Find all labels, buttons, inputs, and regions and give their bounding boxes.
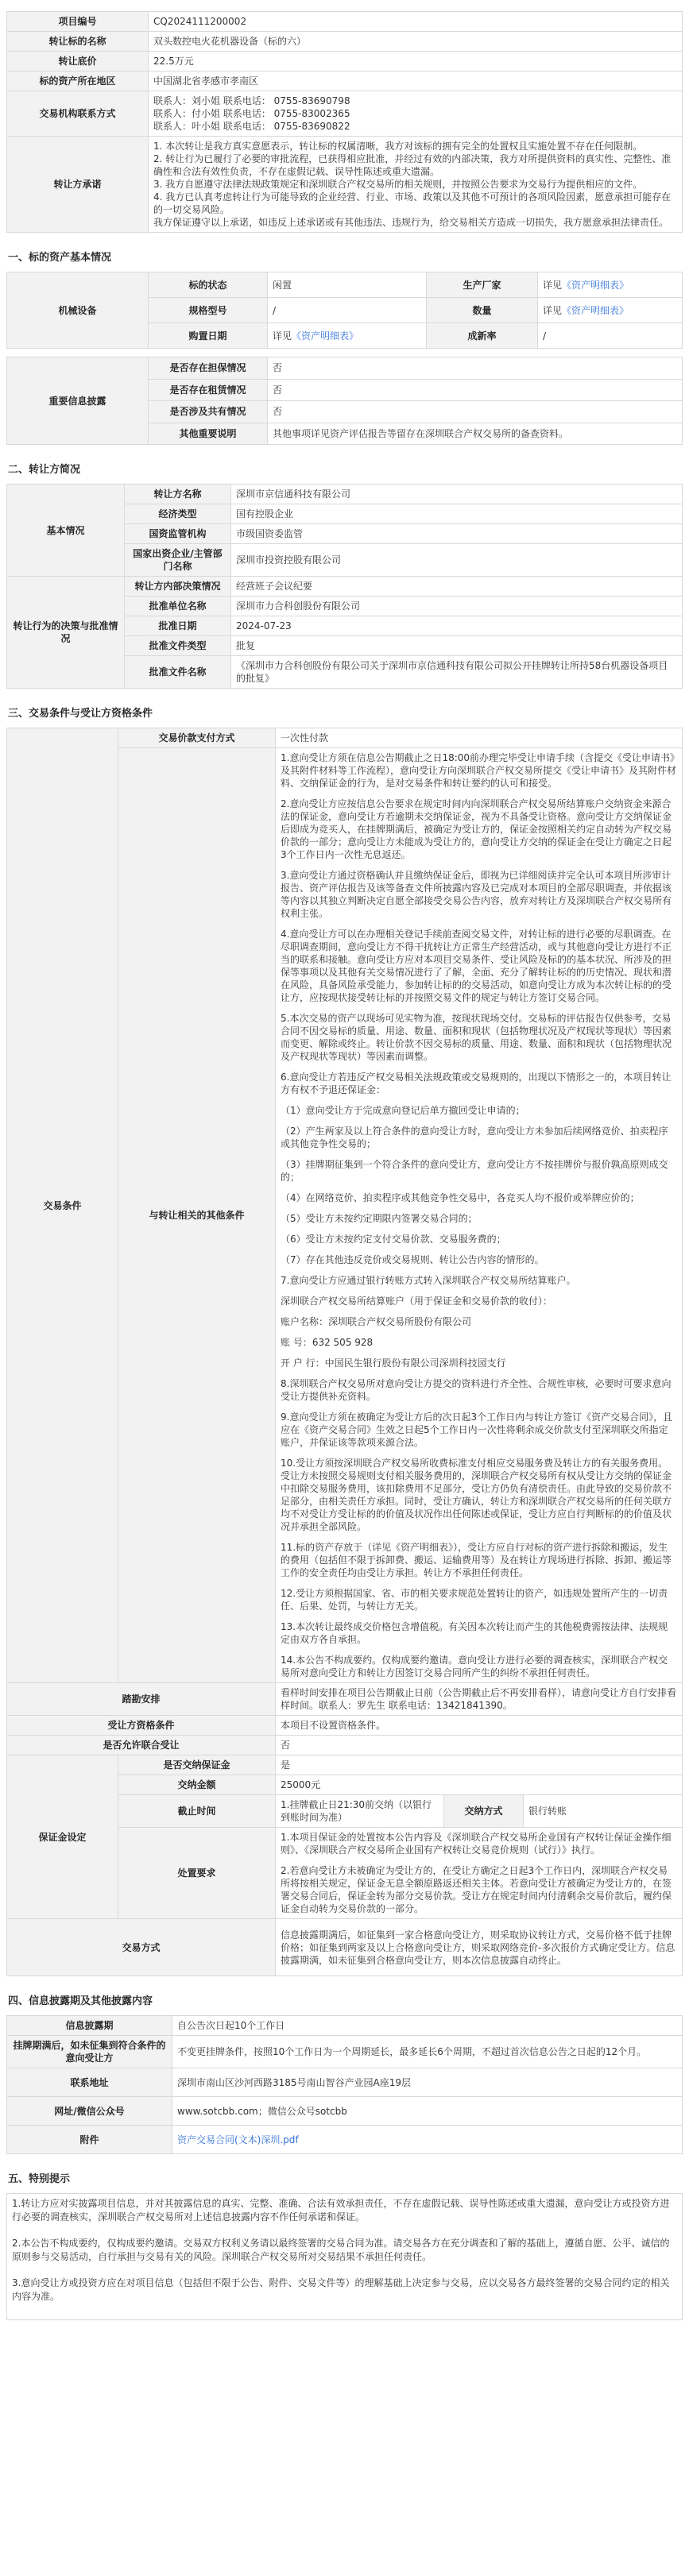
approval-doc-label: 批准文件名称: [125, 656, 231, 689]
viewing-label: 踏勘安排: [7, 1683, 276, 1716]
qualification-label: 受让方资格条件: [7, 1716, 276, 1736]
section-title: 四、信息披露期及其他披露内容: [8, 1995, 153, 2007]
deposit-handling-label: 处置要求: [118, 1828, 276, 1919]
quantity-value: [538, 298, 683, 323]
trade-method-label: 交易方式: [7, 1919, 276, 1976]
transferor-name-label: 转让方名称: [125, 485, 231, 504]
condition-paragraph: 2.意向受让方应按信息公告要求在规定时间内向深圳联合产权交易所结算账户交纳资金来源合法的保证金，意向受让方若逾期未交纳保证金，视为不具备受让资格。意向受让方交纳保证金后即成为竞买人，在挂牌期满后，被确定为受让方的，保证金按照相关约定自动转为产权交易价款的一部分；意向受让方未能成为受让方的，意向受让方交纳的保证金在受让方确定之日起3个工作日内一次性无息返还。: [281, 798, 672, 860]
condition-paragraph: 11.标的资产存放于（详见《资产明细表》），受让方应自行对标的资产进行拆除和搬运，发生的费用（包括但不限于拆卸费、搬运、运输费用等）及在转让方现场进行拆除、拆卸、搬运等工作的安全责任均由受让方承担。转让方不承担任何责任。: [281, 1542, 672, 1578]
approval-date-label: 批准日期: [125, 616, 231, 636]
transferor-name-value: 深圳市京信通科技有限公司: [231, 485, 683, 504]
detail-prefix: 详见: [273, 330, 292, 342]
condition-paragraph: 13.本次转让最终成交价格包含增值税。有关因本次转让而产生的其他税费需按法律、法规规定由双方各自承担。: [281, 1621, 668, 1645]
summary-row: [7, 12, 683, 32]
asset-name-value: 双头数控电火花机器设备（标的六）: [149, 32, 683, 52]
promise-line: 2. 转让行为已履行了必要的审批流程，已获得相应批准，并经过有效的内部决策，我方对所提供资料的真实性、完整性、准确性和合法有效性负责，不存在虚假记载、误导性陈述或重大遗漏。: [153, 153, 672, 177]
section-title: 三、交易条件与受让方资格条件: [8, 708, 153, 720]
table-row: [7, 577, 683, 597]
detail-prefix: 详见: [543, 304, 563, 316]
payment-value: 一次性付款: [276, 728, 683, 748]
condition-paragraph: 账 号：632 505 928: [281, 1337, 374, 1348]
reserve-price-value: 22.5万元: [149, 52, 683, 71]
approval-date-value: 2024-07-23: [231, 616, 683, 636]
joint-transfer-value: 否: [276, 1736, 683, 1755]
quantity-label: 数量: [427, 298, 538, 323]
guarantee-value: 否: [268, 357, 683, 380]
trade-method-value: 信息披露期满后，如征集到一家合格意向受让方，则采取协议转让方式，交易价格不低于挂牌价格；如征集到两家及以上合格意向受让方，则采取网络竞价-多次报价方式确定受让方。信息披露期满，如未征集到合格意向受让方，则本次信息披露自动终止。: [276, 1919, 683, 1976]
model-label: 规格型号: [149, 298, 268, 323]
co-ownership-label: 是否涉及共有情况: [149, 401, 268, 423]
condition-paragraph: 3.意向受让方通过资格确认并且缴纳保证金后，即视为已详细阅读并完全认可本项目所涉审计报告、资产评估报告及该等备查文件所披露内容及已完成对本项目的全部尽职调查，并依据该等内容以其独立判断决定自愿全部接受交易公告内容，放弃对转让方及深圳联合产权交易所有权利主张。: [281, 870, 672, 919]
asset-location-value: 中国湖北省孝感市孝南区: [149, 71, 683, 91]
asset-location-label: 标的资产所在地区: [7, 71, 149, 91]
promise-line: 我方保证遵守以上承诺，如违反上述承诺或有其他违法、违规行为，给交易相关方造成一切损失，我方愿意承担法律责任。: [153, 217, 669, 228]
parent-org-label: 国家出资企业/主管部门名称: [125, 544, 231, 577]
note-paragraph: 3.意向受让方或投资方应在对项目信息（包括但不限于公告、附件、交易文件等）的理解基础上决定参与交易，应以交易各方最终签署的交易合同约定的相关内容为准。: [12, 2277, 670, 2302]
condition-paragraph: 深圳联合产权交易所结算账户（用于保证金和交易价款的收付）：: [281, 1296, 553, 1307]
contact-line: 联系人：刘小姐 联系电话： 0755-83690798: [153, 95, 350, 106]
table-row: [7, 1683, 683, 1716]
other-conditions-content: [276, 748, 683, 1683]
condition-paragraph: （3）挂牌期征集到一个符合条件的意向受让方，意向受让方不按挂牌价与报价孰高原则成交的；: [281, 1159, 668, 1183]
table-row: [7, 272, 683, 298]
approver-value: 深圳市力合科创股份有限公司: [231, 597, 683, 616]
model-value: /: [268, 298, 427, 323]
decision-label: 转让行为的决策与批准情况: [7, 577, 125, 689]
summary-row: [7, 137, 683, 233]
status-value: 闲置: [268, 272, 427, 298]
contact-line: 联系人：付小姐 联系电话： 0755-83002365: [153, 108, 350, 119]
approval-doc-value: 《深圳市力合科创股份有限公司关于深圳市京信通科技有限公司拟公开挂牌转让所持58台机器设备项目的批复》: [231, 656, 683, 689]
internal-decision-value: 经营班子会议纪要: [231, 577, 683, 597]
deposit-deadline-label: 截止时间: [118, 1795, 276, 1828]
table-row: [7, 2016, 683, 2036]
table-row: [7, 1755, 683, 1775]
condition-paragraph: 8.深圳联合产权交易所对意向受让方提交的资料进行齐全性、合规性审核，必要时可要求意向受让方提供补充资料。: [281, 1378, 672, 1402]
address-label: 联系地址: [7, 2068, 172, 2097]
handling-paragraph: 2.若意向受让方未被确定为受让方的，在受让方确定之日起3个工作日内，深圳联合产权交易所将按相关规定，保证金无息全额原路返还相关主体。若意向受让方被确定为受让方的，在签署交易合同后，保证金转为部分交易价款。受让方在规定时间内付清剩余交易价款后，履约保证金自动转为交易价款的一部分。: [281, 1865, 672, 1914]
newness-label: 成新率: [427, 323, 538, 349]
condition-paragraph: 14.本公告不构成要约。仅构成要约邀请。意向受让方进行必要的调查核实，深圳联合产权交易所对意向受让方和转让方因签订交易合同所产生的纠纷不承担任何责任。: [281, 1655, 668, 1678]
contact-line: 联系人：叶小姐 联系电话： 0755-83690822: [153, 121, 350, 132]
deposit-need-label: 是否交纳保证金: [118, 1755, 276, 1775]
purchase-date-value: [268, 323, 427, 349]
attachment-value: [172, 2126, 683, 2154]
website-value: www.sotcbb.com；微信公众号sotcbb: [172, 2097, 683, 2126]
table-row: [7, 485, 683, 504]
promise-line: 3. 我方自愿遵守法律法规政策规定和深圳联合产权交易所的相关规则，并按照公告要求为交易行为提供相应的文件。: [153, 179, 643, 190]
asset-list-link[interactable]: 《资产明细表》: [562, 279, 629, 291]
section-title: 一、标的资产基本情况: [8, 252, 112, 264]
summary-row: [7, 52, 683, 71]
trade-label: 交易条件: [7, 728, 118, 1683]
condition-paragraph: 10.受让方须按深圳联合产权交易所收费标准支付相应交易服务费及转让方的有关服务费用。受让方未按照交易规则支付相关服务费用的，深圳联合产权交易所有权从受让方交纳的保证金中扣除交易服务费用，该扣除费用不足部分，受让方仍负有清偿责任。由此导致的交易价款不足部分，由相关责任方承担。同时，受让方确认，转让方和深圳联合产权交易所的任何关联方均不对受让方受让标的的价值及状况作出任何陈述或保证，受让方应自行判断标的的价值及状况并承担全部风险。: [281, 1458, 672, 1532]
economy-type-value: 国有控股企业: [231, 504, 683, 524]
table-row: [7, 1716, 683, 1736]
deposit-method-value: 银行转账: [524, 1795, 683, 1828]
table-row: [7, 1736, 683, 1755]
approver-label: 批准单位名称: [125, 597, 231, 616]
attachment-link[interactable]: 资产交易合同(文本)深圳.pdf: [177, 2134, 299, 2145]
condition-paragraph: 开 户 行：中国民生银行股份有限公司深圳科技园支行: [281, 1358, 506, 1369]
table-row: [7, 2036, 683, 2068]
note-paragraph: 2.本公告不构成要约，仅构成要约邀请。交易双方权利义务请以最终签署的交易合同为准。请交易各方在充分调查和了解的基础上，遵循自愿、公平、诚信的原则参与交易活动，自行承担与交易有关的风险。深圳联合产权交易所对交易结果不承担任何责任。: [12, 2238, 670, 2262]
parent-org-value: 深圳市投资控股有限公司: [231, 544, 683, 577]
deposit-deadline-value: 1.挂牌截止日21:30前交纳（以银行到账时间为准）: [276, 1795, 444, 1828]
regulator-value: 市级国资委监管: [231, 524, 683, 544]
deposit-need-value: 是: [276, 1755, 683, 1775]
co-ownership-value: 否: [268, 401, 683, 423]
table-row: [7, 2194, 683, 2320]
project-no-label: 项目编号: [7, 12, 149, 32]
condition-paragraph: （4）在网络竞价、拍卖程序或其他竞争性交易中，各竞买人均不报价或举牌应价的；: [281, 1192, 640, 1203]
summary-row: [7, 91, 683, 137]
table-row: [7, 2068, 683, 2097]
condition-paragraph: （6）受让方未按约定支付交易价款、交易服务费的；: [281, 1234, 506, 1245]
status-label: 标的状态: [149, 272, 268, 298]
approval-type-label: 批准文件类型: [125, 636, 231, 656]
condition-paragraph: 5.本次交易的资产以现场可见实物为准，按现状现场交付。交易标的评估报告仅供参考，交易合同不因交易标的质量、用途、数量、面积和现状（包括物理状况及产权现状等现状）等因素而变更、解除或终止。转让价款不因交易标的质量、用途、数量、面积和现状（包括物理状况及产权现状等现状）等因素而调整。: [281, 1013, 672, 1062]
address-value: 深圳市南山区沙河西路3185号南山智谷产业园A座19层: [172, 2068, 683, 2097]
reserve-price-label: 转让底价: [7, 52, 149, 71]
joint-transfer-label: 是否允许联合受让: [7, 1736, 276, 1755]
special-notes: [7, 2194, 683, 2320]
deposit-handling-value: [276, 1828, 683, 1919]
deposit-amount-label: 交纳金额: [118, 1775, 276, 1795]
table-row: [7, 357, 683, 380]
viewing-value: 看样时间安排在项目公告期截止日前（公告期截止后不再安排看样），请意向受让方自行安排看样时间。联系人：罗先生 联系电话：13421841390。: [276, 1683, 683, 1716]
condition-paragraph: 12.受让方须根据国家、省、市的相关要求规范处置转让的资产，如违规处置所产生的一切责任、后果、处罚，与转让方无关。: [281, 1588, 668, 1612]
equipment-label: 机械设备: [7, 272, 149, 349]
extension-value: 不变更挂牌条件，按照10个工作日为一个周期延长，最多延长6个周期，不超过首次信息公告之日起的12个月。: [172, 2036, 683, 2068]
asset-name-label: 转让标的名称: [7, 32, 149, 52]
condition-paragraph: 1.意向受让方须在信息公告期截止之日18:00前办理完毕受让申请手续（含提交《受让申请书》及其附件材料等工作流程），意向受让方向深圳联合产权交易所提交《受让申请书》及其附件材料、交纳保证金的行为，是对交易条件和转让要约的认可和接受。: [281, 752, 677, 789]
purchase-date-label: 购置日期: [149, 323, 268, 349]
condition-paragraph: （7）存在其他违反竞价或交易规则、转让公告内容的情形的。: [281, 1254, 544, 1265]
basic-info-label: 基本情况: [7, 485, 125, 577]
promise-content: [149, 137, 683, 233]
economy-type-label: 经济类型: [125, 504, 231, 524]
deposit-label: 保证金设定: [7, 1755, 118, 1919]
manufacturer-value: [538, 272, 683, 298]
section-title: 二、转让方简况: [8, 464, 81, 476]
newness-value: /: [538, 323, 683, 349]
summary-row: [7, 32, 683, 52]
transferor-table: [6, 484, 683, 689]
table-row: [7, 1919, 683, 1976]
handling-paragraph: 1.本项目保证金的处置按本公告内容及《深圳联合产权交易所企业国有产权转让保证金操作细则》、《深圳联合产权交易所企业国有产权转让交易竞价规则（试行）》执行。: [281, 1832, 672, 1856]
condition-paragraph: （5）受让方未按约定期限内签署交易合同的；: [281, 1213, 478, 1224]
table-row: [7, 2097, 683, 2126]
other-notes-label: 其他重要说明: [149, 423, 268, 445]
promise-line: 1. 本次转让是我方真实意愿表示，转让标的权属清晰，我方对该标的拥有完全的处置权且实施处置不存在任何限制。: [153, 141, 643, 152]
lease-value: 否: [268, 379, 683, 401]
approval-type-value: 批复: [231, 636, 683, 656]
important-label: 重要信息披露: [7, 357, 149, 445]
internal-decision-label: 转让方内部决策情况: [125, 577, 231, 597]
note-paragraph: 1.转让方应对实披露项目信息，并对其披露信息的真实、完整、准确、合法有效承担责任，不存在虚假记载、误导性陈述或重大遗漏，意向受让方或投资方进行必要的调查核实，深圳联合产权交易所对上述信息披露内容不作任何承诺和保证。: [12, 2198, 670, 2223]
regulator-label: 国资监管机构: [125, 524, 231, 544]
contact-label: 交易机构联系方式: [7, 91, 149, 137]
condition-paragraph: 9.意向受让方须在被确定为受让方后的次日起3个工作日内与转让方签订《资产交易合同》，且应在《资产交易合同》生效之日起5个工作日内一次性将剩余成交价款支付至深圳联交所指定账户，并保证该等款项来源合法。: [281, 1412, 673, 1448]
condition-paragraph: （2）产生两家及以上符合条件的意向受让方时，意向受让方未参加后续网络竞价、拍卖程序或其他竞争性交易的；: [281, 1126, 668, 1149]
contact-list: [149, 91, 683, 137]
guarantee-label: 是否存在担保情况: [149, 357, 268, 380]
table-row: [7, 728, 683, 748]
condition-paragraph: （1）意向受让方于完成意向登记后单方撤回受让申请的；: [281, 1105, 525, 1116]
asset-basic-table: [6, 272, 683, 349]
disclosure-period-value: 自公告次日起10个工作日: [172, 2016, 683, 2036]
important-info-table: [6, 357, 683, 445]
asset-list-link[interactable]: 《资产明细表》: [562, 304, 629, 316]
asset-list-link[interactable]: 《资产明细表》: [292, 330, 359, 342]
detail-prefix: 详见: [543, 279, 563, 291]
special-notes-table: [6, 2193, 683, 2320]
trade-conditions-table: [6, 728, 683, 1976]
project-summary-table: [6, 11, 683, 233]
lease-label: 是否存在租赁情况: [149, 379, 268, 401]
section-title: 五、特别提示: [8, 2173, 71, 2185]
other-conditions-label: 与转让相关的其他条件: [118, 748, 276, 1683]
disclosure-period-label: 信息披露期: [7, 2016, 172, 2036]
other-notes-value: 其他事项详见资产评估报告等留存在深圳联合产权交易所的备查资料。: [268, 423, 683, 445]
table-row: [7, 2126, 683, 2154]
deposit-amount-value: 25000元: [276, 1775, 683, 1795]
condition-paragraph: 账户名称：深圳联合产权交易所股份有限公司: [281, 1316, 472, 1327]
promise-label: 转让方承诺: [7, 137, 149, 233]
summary-row: [7, 71, 683, 91]
extension-label: 挂牌期满后，如未征集到符合条件的意向受让方: [7, 2036, 172, 2068]
project-no-value: CQ2024111200002: [149, 12, 683, 32]
condition-paragraph: 6.意向受让方若违反产权交易相关法规政策或交易规则的，出现以下情形之一的，本项目转让方有权不予退还保证金：: [281, 1072, 672, 1095]
condition-paragraph: 7.意向受让方应通过银行转账方式转入深圳联合产权交易所结算账户。: [281, 1275, 576, 1286]
attachment-label: 附件: [7, 2126, 172, 2154]
payment-label: 交易价款支付方式: [118, 728, 276, 748]
qualification-value: 本项目不设置资格条件。: [276, 1716, 683, 1736]
disclosure-table: [6, 2015, 683, 2154]
promise-line: 4. 我方已认真考虑转让行为可能导致的企业经营、行业、市场、政策以及其他不可预计的各项风险因素，愿意承担可能存在的一切交易风险。: [153, 191, 672, 215]
deposit-method-label: 交纳方式: [444, 1795, 524, 1828]
website-label: 网址/微信公众号: [7, 2097, 172, 2126]
manufacturer-label: 生产厂家: [427, 272, 538, 298]
condition-paragraph: 4.意向受让方可以在办理相关登记手续前查阅交易文件，对转让标的进行必要的尽职调查。在尽职调查期间，意向受让方不得干扰转让方正常生产经营活动，或与其他意向受让方进行不正当的联系和接触。意向受让方应对本项目交易条件、受让风险及标的的基本状况、所涉及的担保等事项以及其他有关交易情况进行了了解，全面、充分了解转让标的的历史情况、现状和潜在风险，具备风险承受能力，参加转让标的的交易活动，如意向受让方成为本次转让标的的受让方，应按现状接受转让标的并按照交易文件的规定与转让方签订交易合同。: [281, 929, 672, 1003]
